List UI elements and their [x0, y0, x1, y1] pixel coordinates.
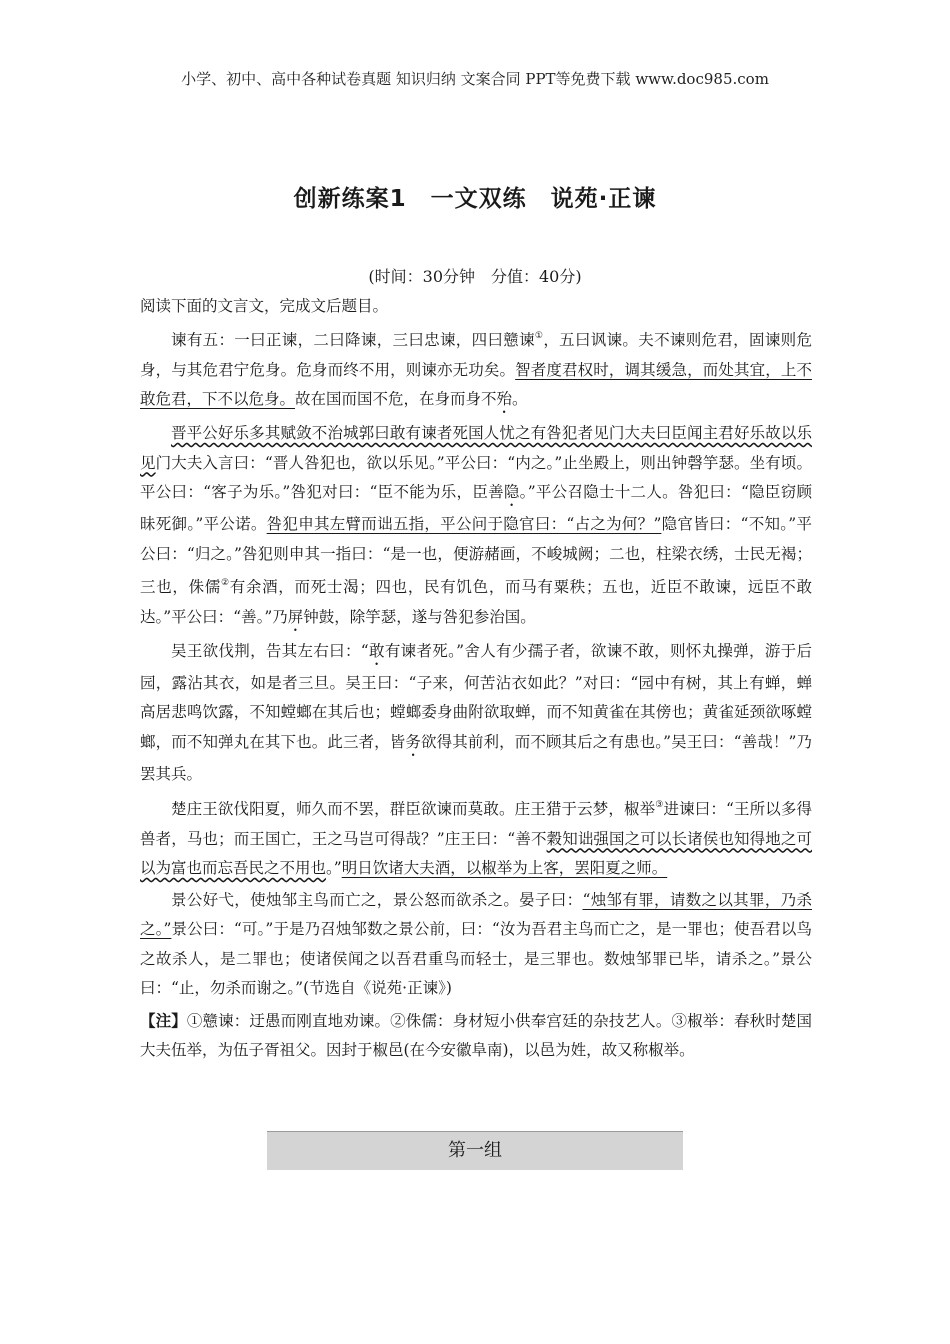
- footnote-ref: ③: [655, 800, 664, 810]
- paragraph-3: [140, 637, 812, 790]
- paragraph-4: [140, 791, 812, 884]
- page-header: 小学、初中、高中各种试卷真题 知识归纳 文案合同 PPT等免费下载 www.doc985.com: [181, 70, 769, 88]
- text: 景公曰：“可。”于是乃召烛邹数之景公前，曰：“汝为吾君主鸟而亡之，是一罪也；使吾君以鸟之故杀人，是二罪也；使诸侯闻之以吾君重鸟而轻士，是三罪也。数烛邹罪已毕，请杀之。”景公曰：“止，勿杀而谢之。”(节选自《说苑·正谏》): [140, 920, 812, 997]
- text: 。”: [326, 859, 342, 877]
- text: 钟鼓，除竽瑟，遂与咎犯参治国。: [303, 607, 536, 626]
- text: 楚庄王欲伐阳夏，师久而不罢，群臣欲谏而莫敢。庄王猎于云梦，椒举: [171, 800, 656, 818]
- text: ，五曰讽谏。夫不谏则危君，固谏则危身，与其危君宁危身。危身而终不用，则谏亦无功矣。: [140, 331, 812, 379]
- footnote-ref: ②: [220, 578, 230, 588]
- text: 门大夫入言曰：“晋人咎犯也，欲以乐见。”平公曰：“内之。”止坐殿上，则出钟磬竽瑟。坐有顷。平公曰：“客子为乐。”咎犯对曰：“臣不能为乐，臣善: [140, 453, 812, 501]
- text: 。: [512, 390, 528, 408]
- wavy-underlined-sentence: 穀知诎强国之可以长诸侯也知得地之可以为富也而忘吾民之不用也: [140, 829, 812, 877]
- paragraph-2: [140, 419, 812, 635]
- annotation-note: [140, 1006, 812, 1066]
- footnote-ref: ①: [534, 331, 544, 341]
- text: 进谏曰：“王所以多得兽者，马也；而王国亡，王之马岂可得哉？”庄王曰：“善不: [140, 800, 812, 848]
- underlined-sentence: “烛邹有罪，请数之以其罪，乃杀之。”: [140, 890, 812, 938]
- instruction: 阅读下面的文言文，完成文后题目。: [140, 297, 389, 315]
- section-header: 第一组: [267, 1131, 683, 1170]
- text: 景公好弋，使烛邹主鸟而亡之，景公怒而欲杀之。晏子曰：: [171, 890, 583, 909]
- dotted-word: 敢: [368, 641, 385, 660]
- note-text: ①戆谏：迂愚而刚直地劝谏。②侏儒：身材短小供奉宫廷的杂技艺人。③椒举：春秋时楚国大夫伍举，为伍子胥祖父。因封于椒邑(在今安徽阜南)，以邑为姓，故又称椒举。: [140, 1011, 812, 1059]
- page-title: 创新练案1 一文双练 说苑·正谏: [293, 186, 657, 212]
- text: 谏有五：一曰正谏，二曰降谏，三曰忠谏，四曰戆谏: [171, 331, 535, 349]
- time-score-info: (时间：30分钟 分值：40分): [368, 267, 582, 286]
- underlined-sentence: 咎犯申其左臂而诎五指，平公问于隐官曰：“占之为何？”: [266, 515, 662, 533]
- underlined-sentence: 智者度君权时，调其缓急，而处其宜，上不敢危君，下不以危身。: [140, 360, 812, 408]
- note-label: 【注】: [140, 1010, 187, 1030]
- wavy-underlined-sentence: 晋平公好乐多其赋敛不治城郭曰敢有谏者死国人忧之有咎犯者见门大夫曰臣闻主君好乐故以乐见: [140, 424, 812, 472]
- text: 有余酒，而死士渴；四也，民有饥色，而马有粟秩；五也，近臣不敢谏，远臣不敢达。”平公曰：“善。”乃: [140, 578, 812, 626]
- dotted-word: 殆: [496, 390, 513, 408]
- text: 。”平公召隐士十二人。咎犯曰：“隐臣窃顾昧死御。”平公诺。: [140, 483, 812, 533]
- dotted-word: 隐: [503, 483, 520, 501]
- text: 欲得其前利，而不顾其后之有患也。”吴王曰：“善哉！”乃罢其兵。: [140, 732, 812, 783]
- text: 吴王欲伐荆，告其左右曰：“: [171, 641, 369, 660]
- paragraph-5: [140, 886, 812, 1004]
- paragraph-1: [140, 322, 812, 417]
- passage-content: [140, 292, 812, 1066]
- dotted-word: 屏: [287, 607, 304, 626]
- text: 有谏者死。”舍人有少孺子者，欲谏不敢，则怀丸操弹，游于后园，露沾其衣，如是者三旦。吴王曰：“子来，何苦沾衣如此？”对曰：“园中有树，其上有蝉，蝉高居悲鸣饮露，不知螳螂在其后也；螳螂委身曲附欲取蝉，而不知黄雀在其傍也；黄雀延颈欲啄螳螂，而不知弹丸在其下也。此三者，皆: [140, 641, 812, 751]
- dotted-word: 务: [405, 732, 422, 751]
- text: 隐官皆曰：“不知。”平公曰：“归之。”咎犯则申其一指曰：“是一也，便游赭画，不峻城阙；二也，柱梁衣绣，士民无褐；三也，侏儒: [140, 515, 812, 596]
- text: 故在国而国不危，在身而身不: [295, 390, 497, 408]
- underlined-sentence: 明日饮诸大夫酒，以椒举为上客，罢阳夏之师。: [341, 859, 668, 877]
